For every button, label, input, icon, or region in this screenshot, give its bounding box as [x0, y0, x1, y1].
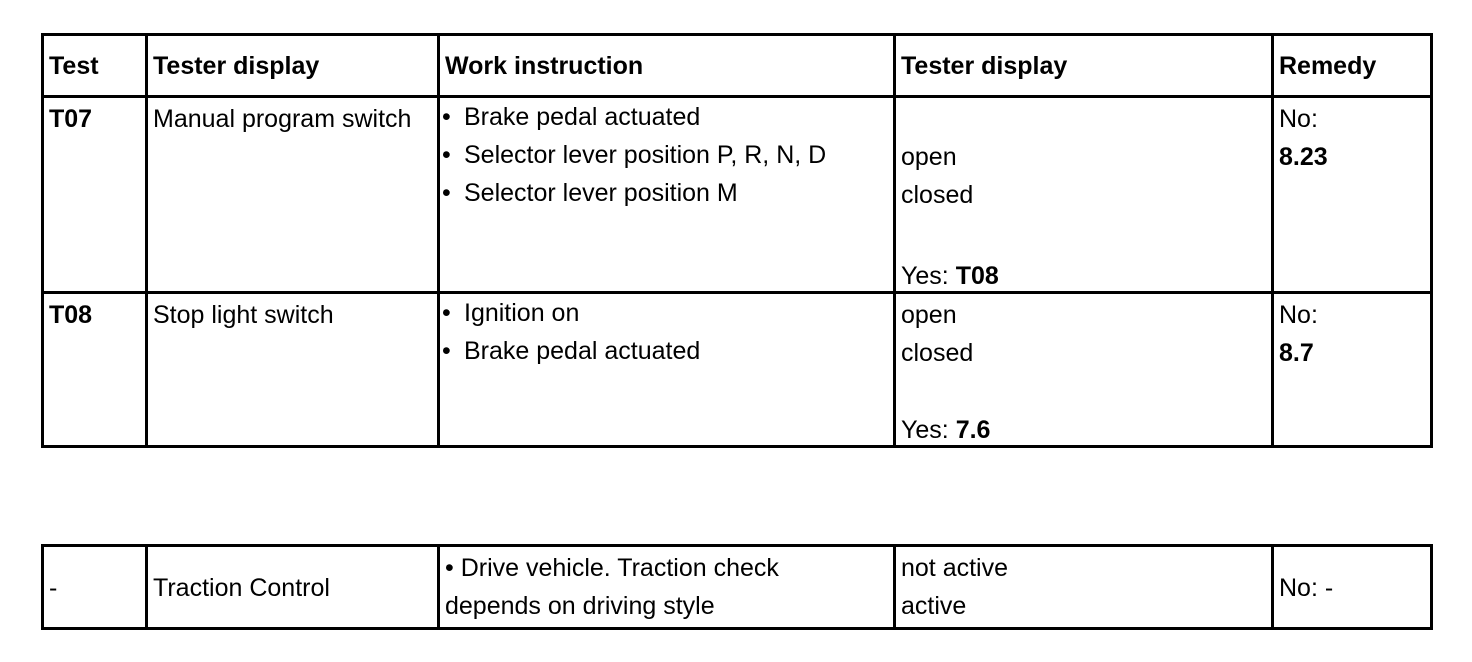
- header-remedy: Remedy: [1273, 35, 1432, 97]
- test-id: T07: [49, 105, 93, 133]
- table-header-row: [43, 35, 1432, 97]
- yes-label: Yes:: [901, 416, 949, 444]
- traction-table: [41, 544, 1433, 630]
- remedy-cell: No: -: [1279, 574, 1334, 602]
- instruction-item: • Selector lever position P, R, N, D: [440, 136, 893, 174]
- remedy-label: No:: [1279, 105, 1318, 133]
- test-table: [41, 33, 1433, 448]
- header-test: Test: [43, 35, 147, 97]
- display-value: open: [901, 301, 957, 329]
- work-instruction-list: [440, 294, 893, 370]
- display-value: closed: [901, 181, 974, 209]
- instruction-item: • Brake pedal actuated: [440, 98, 893, 136]
- header-tester-display: Tester display: [147, 35, 439, 97]
- tester-display-text: Stop light switch: [153, 301, 334, 329]
- header-tester-display-result: Tester display: [895, 35, 1273, 97]
- remedy-cell: [1274, 294, 1430, 372]
- yes-result: [901, 257, 999, 293]
- display-value: open: [901, 143, 957, 171]
- test-id: T08: [49, 301, 93, 329]
- display-value: closed: [901, 339, 974, 367]
- instruction-line: depends on driving style: [445, 592, 715, 620]
- display-values: [896, 547, 1271, 625]
- tester-display-text: Traction Control: [153, 574, 330, 602]
- remedy-cell: [1274, 98, 1430, 176]
- yes-label: Yes:: [901, 262, 949, 290]
- table-row-t07: [43, 97, 1432, 293]
- display-value: active: [901, 592, 967, 620]
- remedy-target: 8.7: [1279, 339, 1314, 367]
- remedy-target: 8.23: [1279, 143, 1328, 171]
- table-row-traction: [43, 546, 1432, 629]
- display-value: [901, 100, 1271, 138]
- yes-target: 7.6: [955, 416, 991, 444]
- instruction-item: • Drive vehicle. Traction check: [445, 554, 779, 582]
- display-value: not active: [901, 554, 1009, 582]
- instruction-item: • Ignition on: [440, 294, 893, 332]
- instruction-item: • Selector lever position M: [440, 174, 893, 212]
- work-instruction-list: [440, 98, 893, 212]
- instruction-line: Drive vehicle. Traction check: [460, 554, 779, 582]
- display-values: [896, 294, 1271, 372]
- display-values: [896, 98, 1271, 214]
- table-row-t08: [43, 293, 1432, 447]
- test-id: -: [49, 574, 58, 602]
- work-instruction: [440, 547, 893, 625]
- instruction-item: • Brake pedal actuated: [440, 332, 893, 370]
- yes-result: [901, 411, 990, 447]
- header-work-instruction: Work instruction: [439, 35, 895, 97]
- tester-display-text: Manual program switch: [153, 105, 412, 133]
- remedy-label: No:: [1279, 301, 1318, 329]
- yes-target: T08: [955, 262, 999, 290]
